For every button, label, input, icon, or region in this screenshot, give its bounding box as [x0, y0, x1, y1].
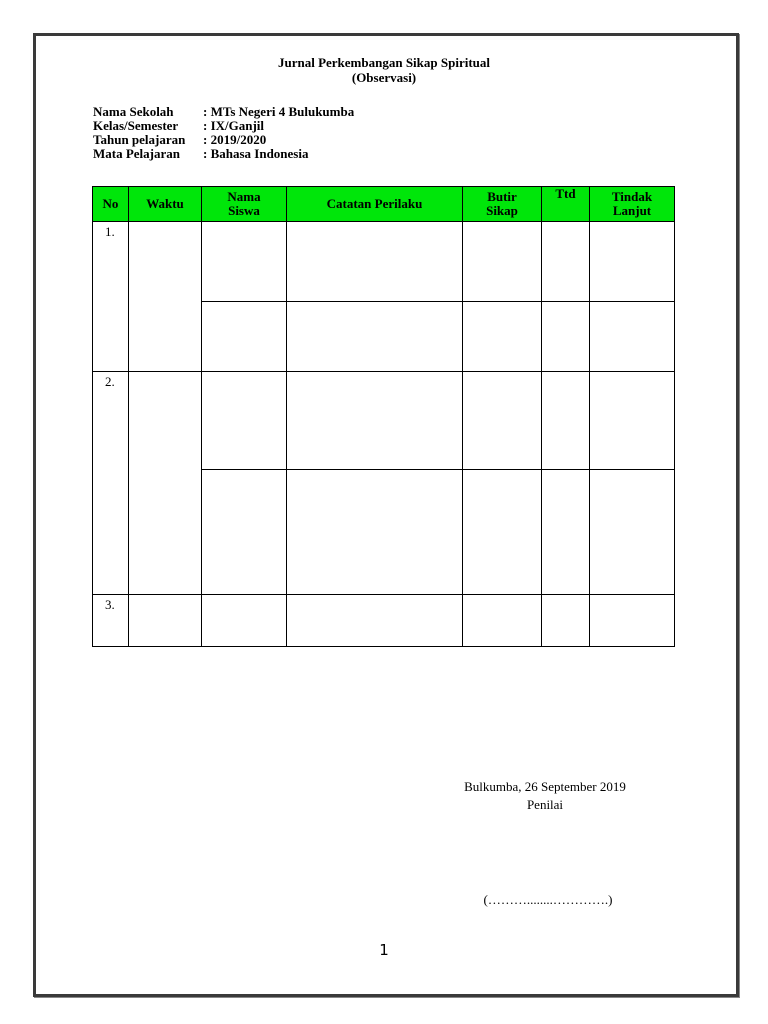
cell-butir-sikap[interactable] — [463, 372, 542, 470]
table-header-row — [93, 187, 675, 222]
header-ttd: Ttd — [542, 187, 590, 222]
row-number: 2. — [93, 372, 129, 595]
cell-tindak-lanjut[interactable] — [590, 595, 675, 647]
cell-ttd[interactable] — [542, 595, 590, 647]
cell-ttd[interactable] — [542, 470, 590, 595]
cell-catatan[interactable] — [287, 470, 463, 595]
row-number: 1. — [93, 222, 129, 372]
header-tindak-line2: Lanjut — [612, 203, 652, 218]
cell-nama-siswa[interactable] — [202, 595, 287, 647]
header-catatan-perilaku: Catatan Perilaku — [287, 187, 463, 222]
info-value: : IX/Ganjil — [203, 118, 265, 133]
cell-ttd[interactable] — [542, 372, 590, 470]
cell-tindak-lanjut[interactable] — [590, 470, 675, 595]
header-butir-line2: Sikap — [486, 203, 518, 218]
header-no: No — [93, 187, 129, 222]
info-row-year — [93, 133, 354, 147]
signature-role: Penilai — [526, 797, 564, 812]
cell-tindak-lanjut[interactable] — [590, 222, 675, 302]
page-number: 1 — [379, 941, 389, 959]
cell-butir-sikap[interactable] — [463, 222, 542, 302]
school-info — [93, 105, 354, 161]
cell-catatan[interactable] — [287, 302, 463, 372]
cell-ttd[interactable] — [542, 222, 590, 302]
header-nama-siswa — [202, 187, 287, 222]
cell-catatan[interactable] — [287, 372, 463, 470]
cell-butir-sikap[interactable] — [463, 595, 542, 647]
signature-place-date: Bulkumba, 26 September 2019 — [464, 779, 626, 794]
header-nama-line2: Siswa — [228, 203, 260, 218]
info-value: : Bahasa Indonesia — [203, 146, 309, 161]
cell-nama-siswa[interactable] — [202, 302, 287, 372]
table-row — [93, 222, 675, 302]
info-label: Kelas/Semester — [93, 118, 179, 133]
info-row-class — [93, 119, 354, 133]
cell-waktu[interactable] — [129, 222, 202, 372]
cell-ttd[interactable] — [542, 302, 590, 372]
signature-name-line: (………........………….) — [483, 892, 613, 907]
header-nama-line1: Nama — [227, 189, 261, 204]
document-subtitle: (Observasi) — [351, 70, 417, 85]
info-value: : 2019/2020 — [203, 132, 267, 147]
header-butir-line1: Butir — [487, 189, 517, 204]
info-row-subject — [93, 147, 354, 161]
row-number: 3. — [93, 595, 129, 647]
cell-butir-sikap[interactable] — [463, 470, 542, 595]
header-waktu: Waktu — [129, 187, 202, 222]
info-value: : MTs Negeri 4 Bulukumba — [203, 104, 355, 119]
cell-nama-siswa[interactable] — [202, 222, 287, 302]
document-title: Jurnal Perkembangan Sikap Spiritual — [277, 55, 491, 70]
table-row — [93, 372, 675, 470]
cell-nama-siswa[interactable] — [202, 372, 287, 470]
cell-nama-siswa[interactable] — [202, 470, 287, 595]
info-label: Tahun pelajaran — [93, 132, 186, 147]
info-label: Nama Sekolah — [93, 104, 174, 119]
table-row — [93, 595, 675, 647]
cell-waktu[interactable] — [129, 595, 202, 647]
info-row-school — [93, 105, 354, 119]
cell-waktu[interactable] — [129, 372, 202, 595]
header-tindak-lanjut — [590, 187, 675, 222]
cell-catatan[interactable] — [287, 222, 463, 302]
header-tindak-line1: Tindak — [611, 189, 653, 204]
header-butir-sikap — [463, 187, 542, 222]
info-label: Mata Pelajaran — [93, 146, 181, 161]
journal-table — [92, 186, 675, 647]
cell-tindak-lanjut[interactable] — [590, 372, 675, 470]
journal-table-wrapper — [92, 186, 675, 647]
cell-butir-sikap[interactable] — [463, 302, 542, 372]
cell-tindak-lanjut[interactable] — [590, 302, 675, 372]
cell-catatan[interactable] — [287, 595, 463, 647]
